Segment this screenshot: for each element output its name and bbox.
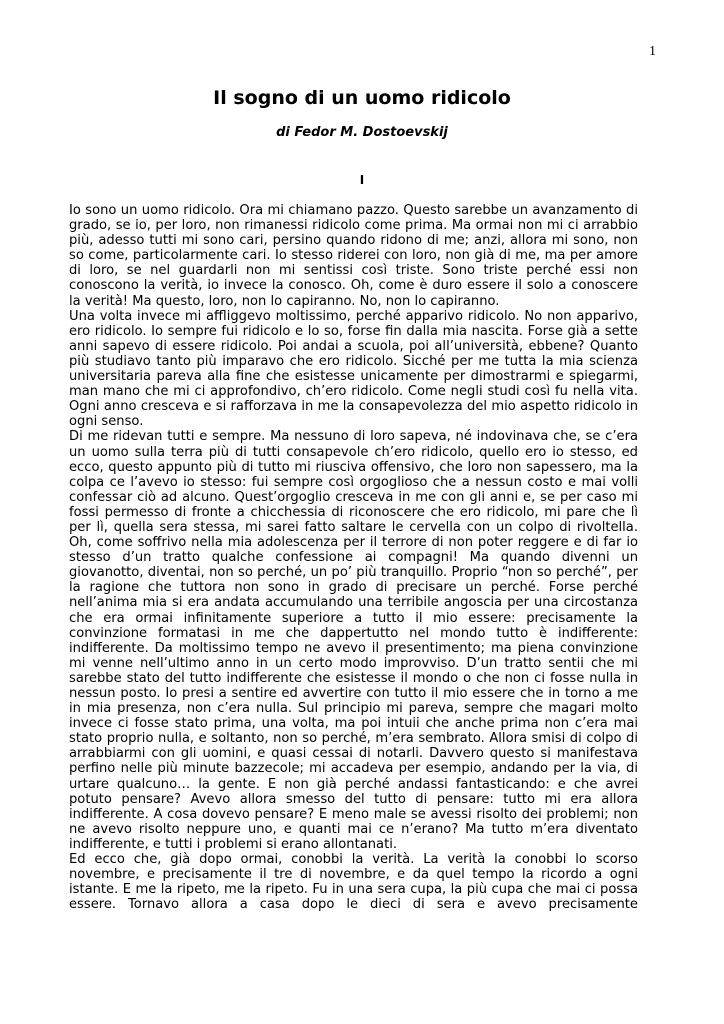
chapter-heading: I — [359, 173, 365, 187]
author-line: di Fedor M. Dostoevskij — [276, 125, 448, 140]
page-number: 1 — [649, 44, 656, 59]
paragraph: Ed ecco che, già dopo ormai, conobbi la verità. La verità la conobbi lo scorso novembre, e precisamente il tre di novembre, e da quel tempo la ricordo a ogni istante. E me la ripeto, me la ripeto. Fu in una sera cupa, la più cupa che mai ci possa essere. Tornavo allora a casa dopo le dieci di sera e avevo precisamente — [69, 852, 638, 913]
document-title: Il sogno di un uomo ridicolo — [213, 87, 511, 109]
paragraph: Io sono un uomo ridicolo. Ora mi chiamano pazzo. Questo sarebbe un avanzamento di grado, se io, per loro, non rimanessi ridicolo come prima. Ma ormai non mi ci arrabbio più, adesso tutti mi sono cari, persino quando ridono di me; anzi, allora mi sono, non so come, particolarmente cari. Io stesso riderei con loro, non già di me, ma per amore di loro, se nel guardarli non mi sentissi così triste. Sono triste perché essi non conoscono la verità, io invece la conosco. Oh, come è duro essere il solo a conoscere la verità! Ma questo, loro, non lo capiranno. No, non lo capiranno. — [69, 203, 638, 309]
body-text — [69, 203, 638, 912]
paragraph: Di me ridevan tutti e sempre. Ma nessuno di loro sapeva, né indovinava che, se c’era un uomo sulla terra più di tutti consapevole ch’ero ridicolo, quello ero io stesso, ed ecco, questo appunto più di tutto mi riusciva offensivo, che loro non sapessero, ma la colpa ce l’avevo io stesso: fui sempre così orgoglioso che a nessun costo e mai volli confessar ciò ad alcuno. Quest’orgoglio cresceva in me con gli anni e, se per caso mi fossi permesso di fronte a chicchessia di riconoscere che ero ridicolo, mi pare che lì per lì, quella sera stessa, mi sarei fatto saltare le cervella con un colpo di rivoltella. Oh, come soffrivo nella mia adolescenza per il terrore di non poter reggere e di far io stesso d’un tratto qualche confessione ai compagni! Ma quando divenni un giovanotto, diventai, non so perché, un po’ più tranquillo. Proprio “non so perché”, per la ragione che tuttora non sono in grado di precisare un perché. Forse perché nell’anima mia si era andata accumulando una terribile angoscia per una circostanza che era ormai infinitamente superiore a tutto il mio essere: precisamente la convinzione formatasi in me che dappertutto nel mondo tutto è indifferente: indifferente. Da moltissimo tempo ne avevo il presentimento; ma piena convinzione mi venne nell’ultimo anno in un certo modo improvviso. D’un tratto sentii che mi sarebbe stato del tutto indifferente che esistesse il mondo o che non ci fosse nulla in nessun posto. Io presi a sentire ed avvertire con tutto il mio essere che in torno a me in mia presenza, non c’era nulla. Sul principio mi pareva, sempre che magari molto invece ci fosse stato prima, una volta, ma poi intuii che anche prima non c’era mai stato proprio nulla, e soltanto, non so perché, m’era sembrato. Allora smisi di colpo di arrabbiarmi con gli uomini, e quasi cessai di notarli. Davvero questo si manifestava perfino nelle più minute bazzecole; mi accadeva per esempio, andando per la via, di urtare qualcuno… la gente. E non già perché andassi fantasticando: e che avrei potuto pensare? Avevo allora smesso del tutto di pensare: tutto mi era allora indifferente. A cosa dovevo pensare? E meno male se avessi risolto dei problemi; non ne avevo risolto neppure uno, e quanti mai ce n’erano? Ma tutto m’era diventato indifferente, e tutti i problemi si erano allontanati. — [69, 429, 638, 852]
paragraph: Una volta invece mi affliggevo moltissimo, perché apparivo ridicolo. No non apparivo, ero ridicolo. Io sempre fui ridicolo e lo so, forse fin dalla mia nascita. Forse già a sette anni sapevo di essere ridicolo. Poi andai a scuola, poi all’università, ebbene? Quanto più studiavo tanto più imparavo che ero ridicolo. Sicché per me tutta la mia scienza universitaria pareva alla fine che esistesse unicamente per dimostrarmi e spiegarmi, man mano che mi ci approfondivo, ch’ero ridicolo. Come negli studi così fu nella vita. Ogni anno cresceva e si rafforzava in me la consapevolezza del mio aspetto ridicolo in ogni senso. — [69, 308, 638, 430]
